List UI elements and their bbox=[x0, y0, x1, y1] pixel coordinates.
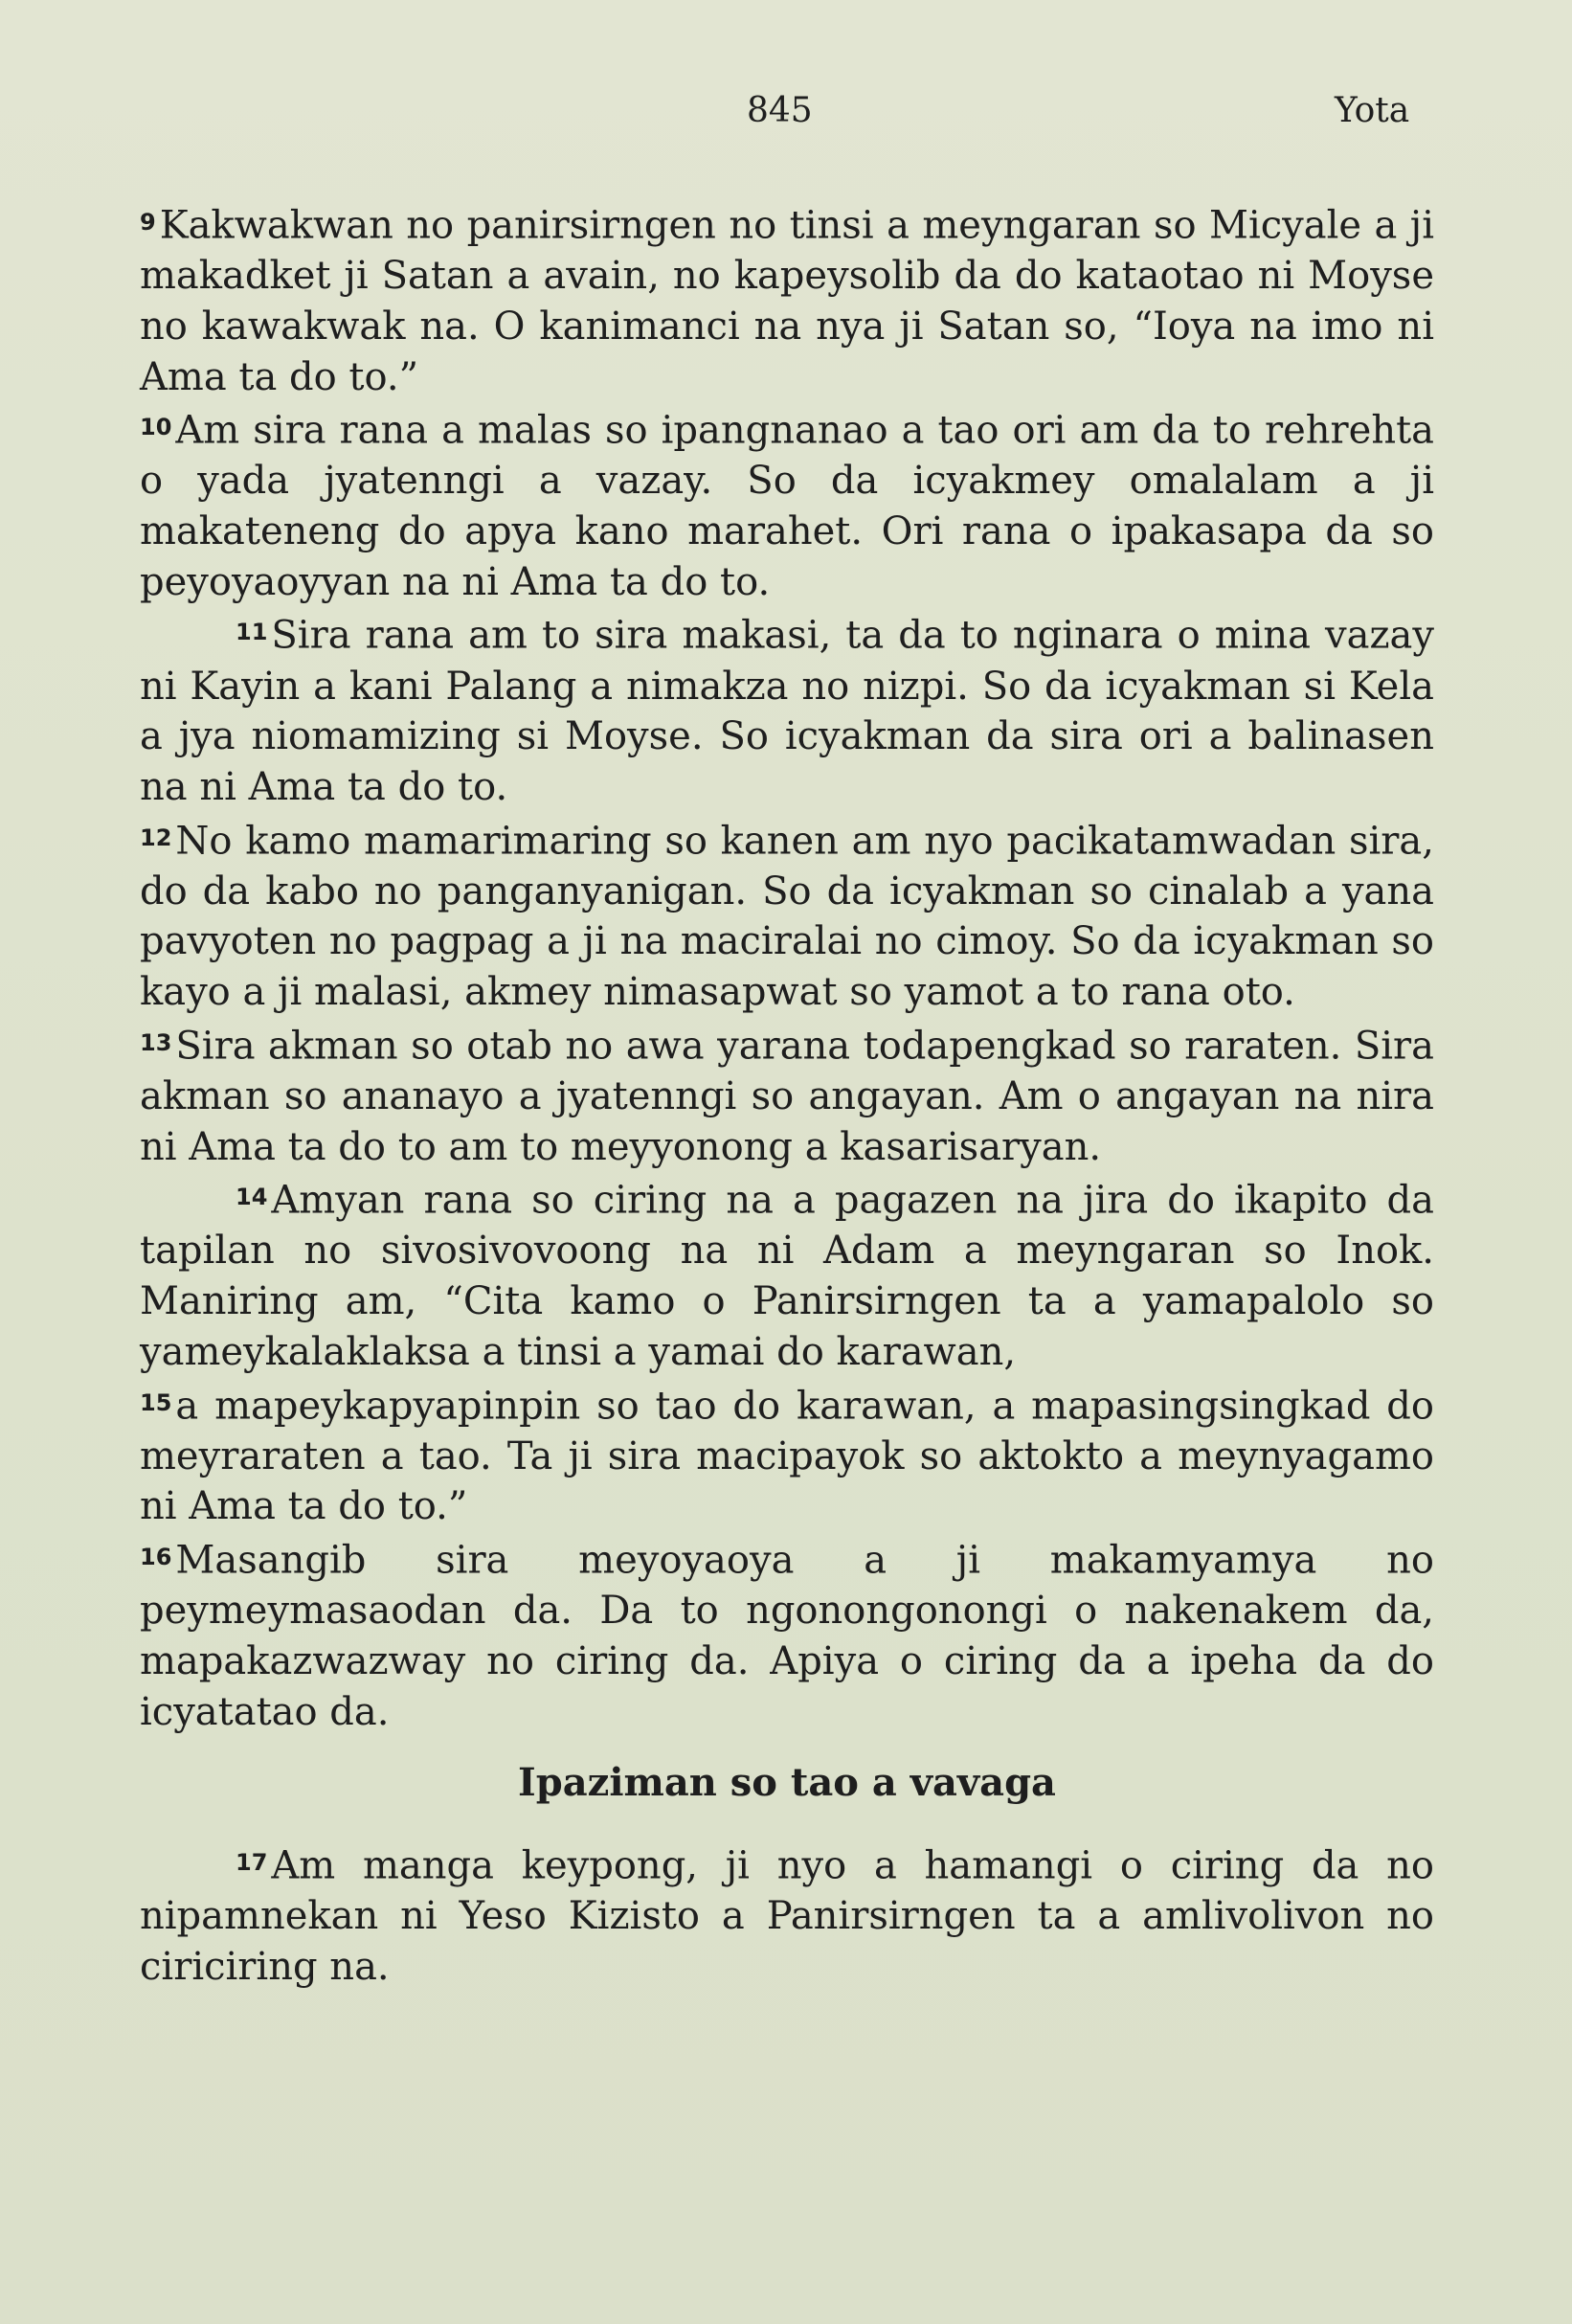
verse-text: Am sira rana a malas so ipangnanao a tao ori am da to rehrehta o yada jyatenngi a vazay. So da icyakmey omalalam a ji makateneng do apya kano marahet. Ori rana o ipakasapa da so peyoyaoyyan na ni Ama ta do to. bbox=[140, 408, 1434, 604]
verse-text: Amyan rana so ciring na a pagazen na jira do ikapito da tapilan no sivosivovoong na ni Adam a meyngaran so Inok. Maniring am, “Cita kamo o Panirsirngen ta a yamapalolo so yameykalaklaksa a tinsi a yamai do karawan, bbox=[140, 1178, 1434, 1374]
verse-text: a mapeykapyapinpin so tao do karawan, a mapasingsingkad do meyraraten a tao. Ta ji sira macipayok so aktokto a meynyagamo ni Ama ta do to.” bbox=[140, 1383, 1434, 1529]
verse-10 bbox=[140, 402, 1434, 607]
page-number: 845 bbox=[747, 91, 813, 130]
verse-number: 13 bbox=[140, 1028, 172, 1056]
verse-13 bbox=[140, 1018, 1434, 1173]
verse-11 bbox=[140, 607, 1434, 812]
section-heading: Ipaziman so tao a vavaga bbox=[518, 1760, 1056, 1806]
verse-number: 16 bbox=[140, 1544, 172, 1571]
verse-number: 12 bbox=[140, 824, 172, 851]
scripture-text bbox=[140, 197, 1434, 1992]
verse-12 bbox=[140, 813, 1434, 1018]
verse-15 bbox=[140, 1378, 1434, 1533]
verse-text: Am manga keypong, ji nyo a hamangi o ciring da no nipamnekan ni Yeso Kizisto a Panirsirngen ta a amlivolivon no ciriciring na. bbox=[140, 1843, 1434, 1989]
verse-17 bbox=[140, 1838, 1434, 1993]
verse-text: Sira rana am to sira makasi, ta da to nginara o mina vazay ni Kayin a kani Palang a nimakza no nizpi. So da icyakman si Kela a jya niomamizing si Moyse. So icyakman da sira ori a balinasen na ni Ama ta do to. bbox=[140, 613, 1434, 809]
verse-16 bbox=[140, 1532, 1434, 1737]
page-header bbox=[0, 82, 1572, 140]
verse-number: 11 bbox=[236, 619, 268, 646]
verse-number: 10 bbox=[140, 414, 172, 441]
verse-number: 17 bbox=[236, 1848, 268, 1876]
verse-text: Kakwakwan no panirsirngen no tinsi a meyngaran so Micyale a ji makadket ji Satan a avain, no kapeysolib da do kataotao ni Moyse no kawakwak na. O kanimanci na nya ji Satan so, “Ioya na imo ni Ama ta do to.” bbox=[140, 203, 1434, 399]
verse-14 bbox=[140, 1172, 1434, 1377]
running-head: Yota bbox=[1335, 91, 1410, 130]
verse-9 bbox=[140, 197, 1434, 402]
verse-text: Sira akman so otab no awa yarana todapengkad so raraten. Sira akman so ananayo a jyatenngi so angayan. Am o angayan na nira ni Ama ta do to am to meyyonong a kasarisaryan. bbox=[140, 1024, 1434, 1169]
verse-number: 9 bbox=[140, 209, 156, 236]
verse-number: 15 bbox=[140, 1388, 172, 1416]
verse-text: No kamo mamarimaring so kanen am nyo pacikatamwadan sira, do da kabo no panganyanigan. So da icyakman so cinalab a yana pavyoten no pagpag a ji na maciralai no cimoy. So da icyakman so kayo a ji malasi, akmey nimasapwat so yamot a to rana oto. bbox=[140, 819, 1434, 1015]
verse-text: Masangib sira meyoyaoya a ji makamyamya no peymeymasaodan da. Da to ngonongonongi o nakenakem da, mapakazwazway no ciring da. Apiya o ciring da a ipeha da do icyatatao da. bbox=[140, 1538, 1434, 1734]
verse-number: 14 bbox=[236, 1184, 268, 1211]
